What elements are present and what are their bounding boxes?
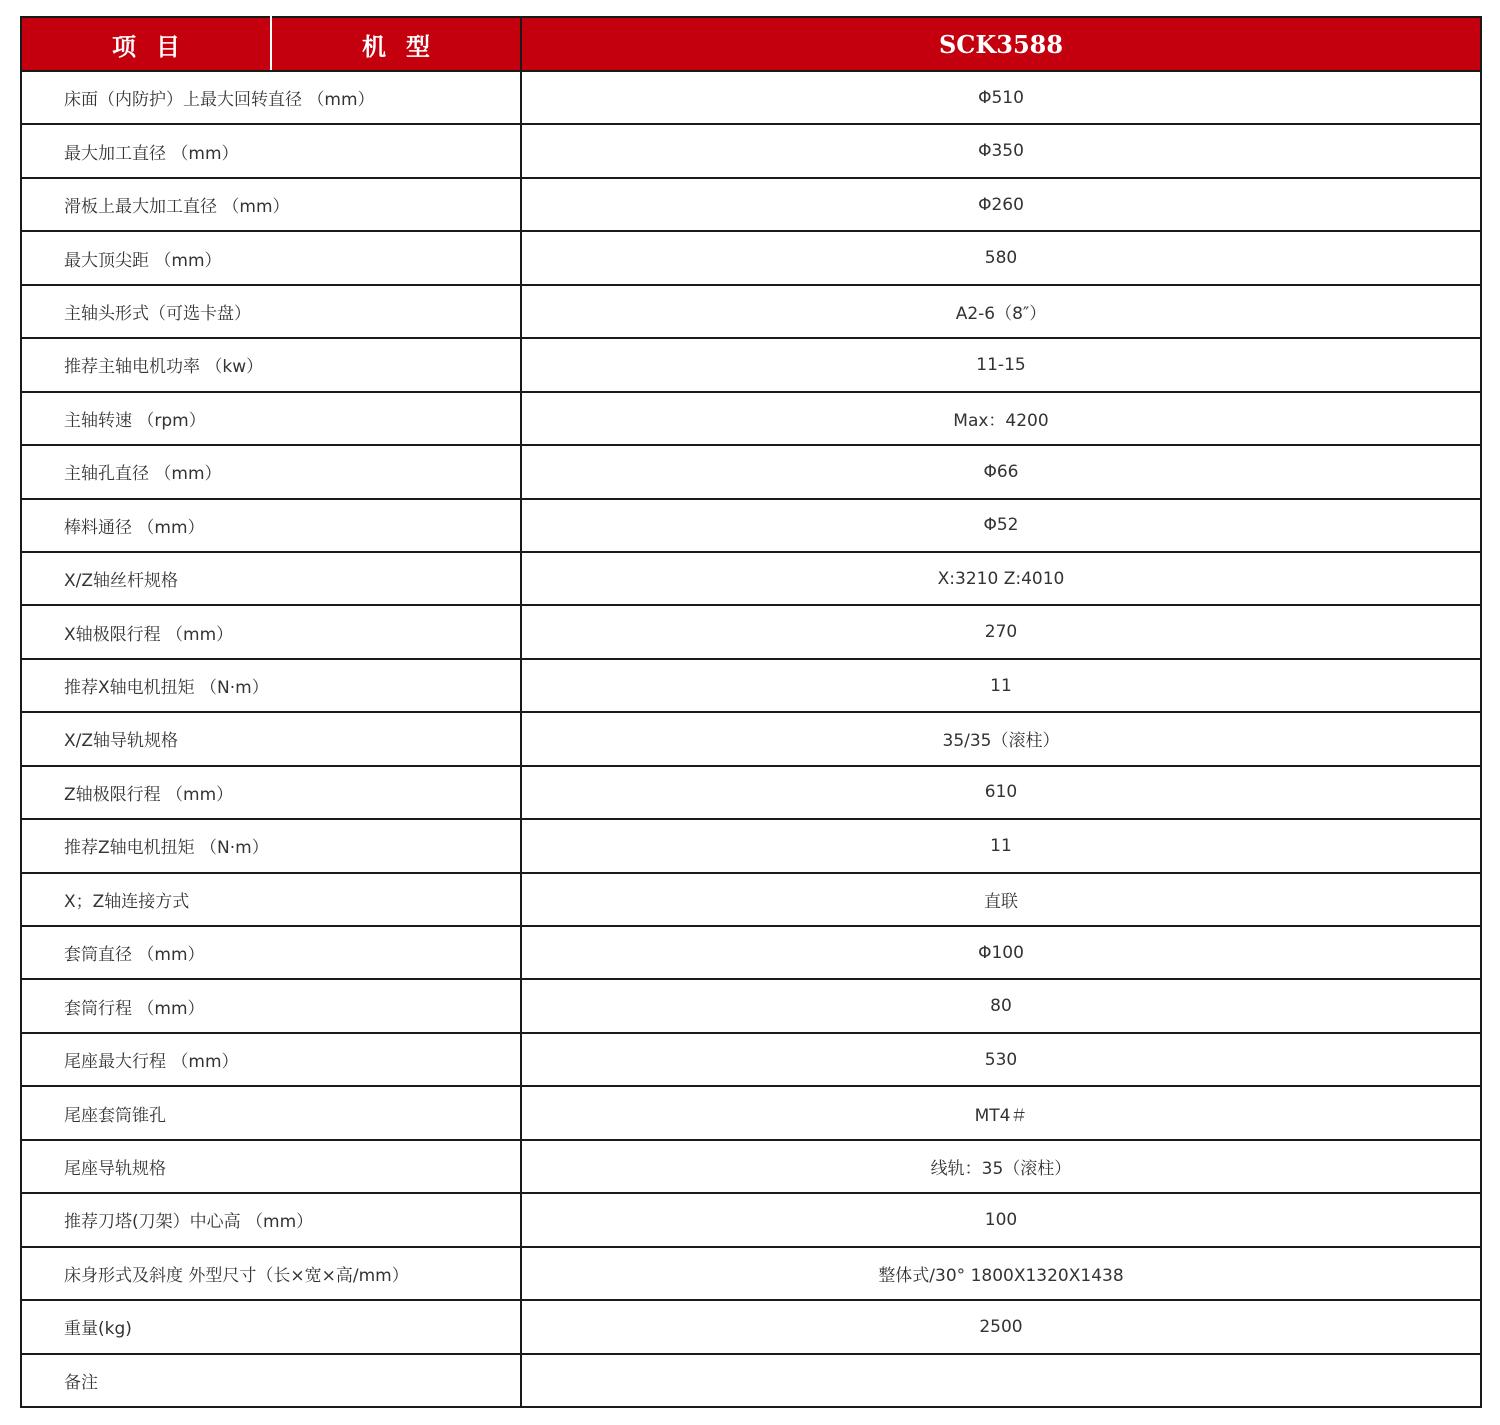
param-name: 主轴孔直径 （mm）	[21, 445, 521, 498]
param-name: 推荐主轴电机功率 （kw）	[21, 338, 521, 391]
param-name: 尾座最大行程 （mm）	[21, 1033, 521, 1086]
table-body	[21, 71, 1481, 1407]
param-value: 整体式/30° 1800X1320X1438	[521, 1247, 1481, 1300]
header-row	[21, 17, 1481, 71]
param-name: 主轴头形式（可选卡盘）	[21, 285, 521, 338]
table-row	[21, 979, 1481, 1032]
header-model: SCK3588	[521, 17, 1481, 71]
table-row	[21, 71, 1481, 124]
param-name: 备注	[21, 1354, 521, 1407]
table-row	[21, 659, 1481, 712]
table-row	[21, 231, 1481, 284]
param-name: 重量(kg)	[21, 1300, 521, 1353]
param-value: Φ260	[521, 178, 1481, 231]
param-name: 最大顶尖距 （mm）	[21, 231, 521, 284]
table-row	[21, 1140, 1481, 1193]
param-value: 2500	[521, 1300, 1481, 1353]
param-name: 床面（内防护）上最大回转直径 （mm）	[21, 71, 521, 124]
param-name: 推荐X轴电机扭矩 （N·m）	[21, 659, 521, 712]
param-value: 11	[521, 659, 1481, 712]
table-row	[21, 124, 1481, 177]
header-model-label: 机型	[271, 17, 521, 71]
table-row	[21, 552, 1481, 605]
param-value: Φ100	[521, 926, 1481, 979]
param-value: X:3210 Z:4010	[521, 552, 1481, 605]
param-name: 滑板上最大加工直径 （mm）	[21, 178, 521, 231]
param-name: 套筒行程 （mm）	[21, 979, 521, 1032]
table-row	[21, 605, 1481, 658]
table-row	[21, 873, 1481, 926]
param-name: Z轴极限行程 （mm）	[21, 766, 521, 819]
param-name: 床身形式及斜度 外型尺寸（长×宽×高/mm）	[21, 1247, 521, 1300]
param-value: 35/35（滚柱）	[521, 712, 1481, 765]
param-value: 11	[521, 819, 1481, 872]
param-name: X轴极限行程 （mm）	[21, 605, 521, 658]
table-row	[21, 819, 1481, 872]
table-row	[21, 178, 1481, 231]
table-row	[21, 338, 1481, 391]
table-row	[21, 1086, 1481, 1139]
param-name: 套筒直径 （mm）	[21, 926, 521, 979]
table-row	[21, 1300, 1481, 1353]
param-name: 最大加工直径 （mm）	[21, 124, 521, 177]
table-header	[21, 17, 1481, 71]
param-name: 推荐Z轴电机扭矩 （N·m）	[21, 819, 521, 872]
param-name: 棒料通径 （mm）	[21, 499, 521, 552]
table-row	[21, 499, 1481, 552]
param-value: 线轨：35（滚柱）	[521, 1140, 1481, 1193]
param-value: MT4＃	[521, 1086, 1481, 1139]
table-row	[21, 445, 1481, 498]
param-value: 610	[521, 766, 1481, 819]
table-row	[21, 285, 1481, 338]
param-value: Φ350	[521, 124, 1481, 177]
param-value: A2-6（8″）	[521, 285, 1481, 338]
table-row	[21, 1033, 1481, 1086]
table-row	[21, 1354, 1481, 1407]
param-value: Max：4200	[521, 392, 1481, 445]
param-value: 直联	[521, 873, 1481, 926]
table-row	[21, 1193, 1481, 1246]
param-value: 270	[521, 605, 1481, 658]
table-row	[21, 766, 1481, 819]
param-name: X/Z轴导轨规格	[21, 712, 521, 765]
param-name: 主轴转速 （rpm）	[21, 392, 521, 445]
table-row	[21, 926, 1481, 979]
param-name: X；Z轴连接方式	[21, 873, 521, 926]
param-name: X/Z轴丝杆规格	[21, 552, 521, 605]
param-value: Φ66	[521, 445, 1481, 498]
spec-table	[20, 16, 1482, 1408]
param-value: 100	[521, 1193, 1481, 1246]
param-value: 80	[521, 979, 1481, 1032]
param-name: 推荐刀塔(刀架）中心高 （mm）	[21, 1193, 521, 1246]
table-row	[21, 712, 1481, 765]
param-value: 11-15	[521, 338, 1481, 391]
param-value	[521, 1354, 1481, 1407]
param-name: 尾座套筒锥孔	[21, 1086, 521, 1139]
table-row	[21, 1247, 1481, 1300]
param-value: Φ510	[521, 71, 1481, 124]
param-value: 530	[521, 1033, 1481, 1086]
header-item: 项目	[21, 17, 271, 71]
param-value: Φ52	[521, 499, 1481, 552]
table-row	[21, 392, 1481, 445]
param-value: 580	[521, 231, 1481, 284]
param-name: 尾座导轨规格	[21, 1140, 521, 1193]
